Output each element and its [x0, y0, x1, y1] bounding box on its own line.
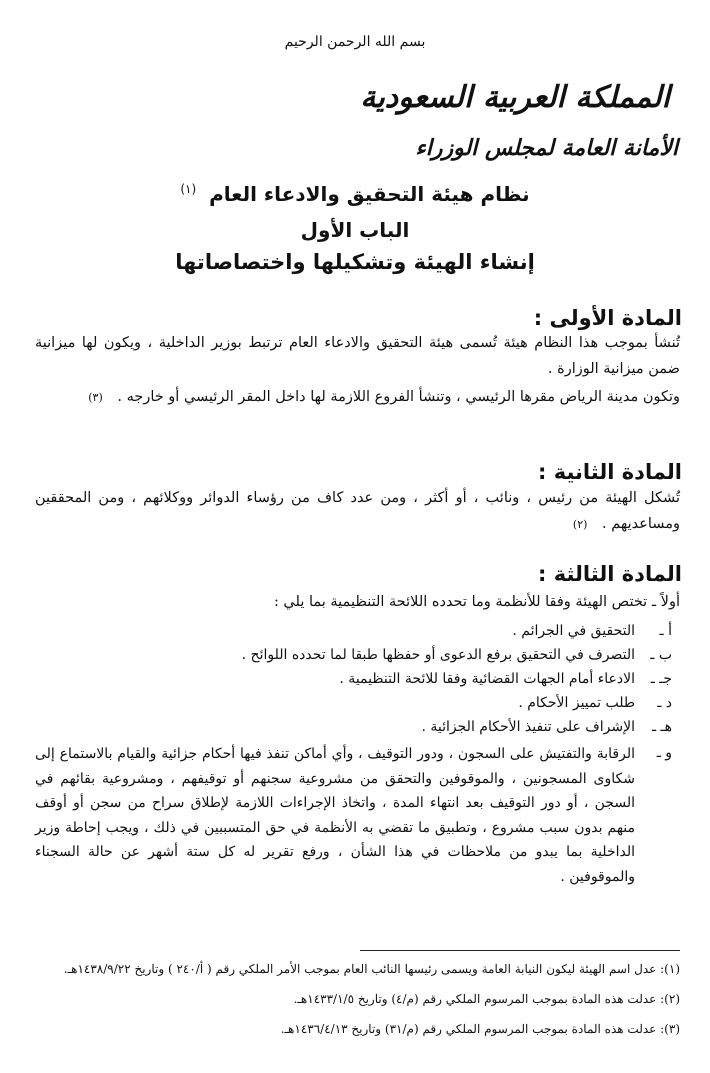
item-text: التحقيق في الجرائم . [512, 623, 635, 639]
article1-paragraph-2 [35, 384, 680, 411]
article3-item-b [30, 644, 680, 668]
article1-p2-ref: (٣) [88, 391, 103, 404]
article3-item-e [30, 716, 680, 740]
basmala: بسم الله الرحمن الرحيم [284, 34, 426, 50]
item-text: الرقابة والتفتيش على السجون ، ودور التوقيف ، وأي أماكن تنفذ فيها أحكام جزائية والقيام بالاستماع إلى شكاوى المسجونين ، والموقوفين والتحقق من مشروعية سجنهم أو توقيفهم ، ومشروعية بقائهم في السجن ، أو دور التوقيف بعد انتهاء المدة ، واتخاذ الإجراءات اللازمة لإطلاق سراح من سجن أو أوقف منهم بدون سبب مشروع ، وتطبيق ما تقضي به الأنظمة في حق المتسببين في ذلك ، ويجب إحاطة وزير الداخلية بما يبدو من ملاحظات في هذا الشأن ، ورفع تقرير له كل ستة أشهر عن حالة السجناء والموقوفين . [35, 746, 635, 885]
article3-item-d [30, 692, 680, 716]
article2-heading: المادة الثانية : [538, 460, 682, 484]
chapter-subtitle: إنشاء الهيئة وتشكيلها واختصاصاتها [175, 250, 535, 274]
item-text: الإشراف على تنفيذ الأحكام الجزائية . [421, 719, 635, 735]
article2-p1-text: تُشكل الهيئة من رئيس ، ونائب ، أو أكثر ، ومن عدد كاف من رؤساء الدوائر ووكلائهم ، ومن المحققين ومساعديهم . [35, 490, 680, 532]
item-text: التصرف في التحقيق برفع الدعوى أو حفظها طبقا لما تحدده اللوائح . [241, 647, 635, 663]
article3-item-f [30, 742, 680, 932]
item-text: طلب تمييز الأحكام . [518, 695, 635, 711]
article1-paragraph-1 [35, 330, 680, 382]
item-letter: جـ ـ [650, 671, 672, 687]
footnote-1: (١): عدل اسم الهيئة ليكون النيابة العامة ويسمى رئيسها النائب العام بموجب الأمر الملكي رقم ( أ/٢٤٠ ) وتاريخ ١٤٣٨/٩/٢٢هـ. [63, 962, 680, 976]
chapter-title: الباب الأول [300, 218, 410, 242]
kingdom-logo-text: المملكة العربية السعودية [360, 80, 670, 115]
article1-p2-text: وتكون مدينة الرياض مقرها الرئيسي ، وتنشأ الفروع اللازمة لها داخل المقر الرئيسي أو خارجه . [117, 389, 680, 405]
footnote-divider [360, 950, 680, 951]
item-text: الادعاء أمام الجهات القضائية وفقا للائحة التنظيمية . [339, 671, 635, 687]
article3-item-a [30, 620, 680, 644]
article1-heading: المادة الأولى : [533, 306, 682, 330]
secretariat-name: الأمانة العامة لمجلس الوزراء [415, 135, 678, 161]
system-title [0, 182, 710, 206]
system-title-text: نظام هيئة التحقيق والادعاء العام [209, 182, 530, 206]
article2-p1-ref: (٢) [572, 518, 588, 531]
item-letter: د ـ [657, 695, 672, 711]
footnote-3: (٣): عدلت هذه المادة بموجب المرسوم الملكي رقم (م/٣١) وتاريخ ١٤٣٦/٤/١٣هـ. [280, 1022, 680, 1036]
footnote-2: (٢): عدلت هذه المادة بموجب المرسوم الملكي رقم (م/٤) وتاريخ ١٤٣٣/١/٥هـ. [293, 992, 680, 1006]
item-letter: ب ـ [650, 647, 672, 663]
article1-p1-text: تُنشأ بموجب هذا النظام هيئة تُسمى هيئة التحقيق والادعاء العام ترتبط بوزير الداخلية ، ويكون لها ميزانية ضمن ميزانية الوزارة . [35, 335, 680, 377]
article2-paragraph-1 [35, 485, 680, 538]
item-letter: و ـ [656, 745, 672, 761]
item-letter: أ ـ [659, 623, 672, 639]
article3-heading: المادة الثالثة : [538, 562, 682, 586]
article3-intro: أولاً ـ تختص الهيئة وفقا للأنظمة وما تحدده اللائحة التنظيمية بما يلي : [273, 594, 680, 610]
article3-item-c [30, 668, 680, 692]
system-title-ref: (١) [180, 182, 197, 197]
item-letter: هـ ـ [651, 719, 672, 735]
